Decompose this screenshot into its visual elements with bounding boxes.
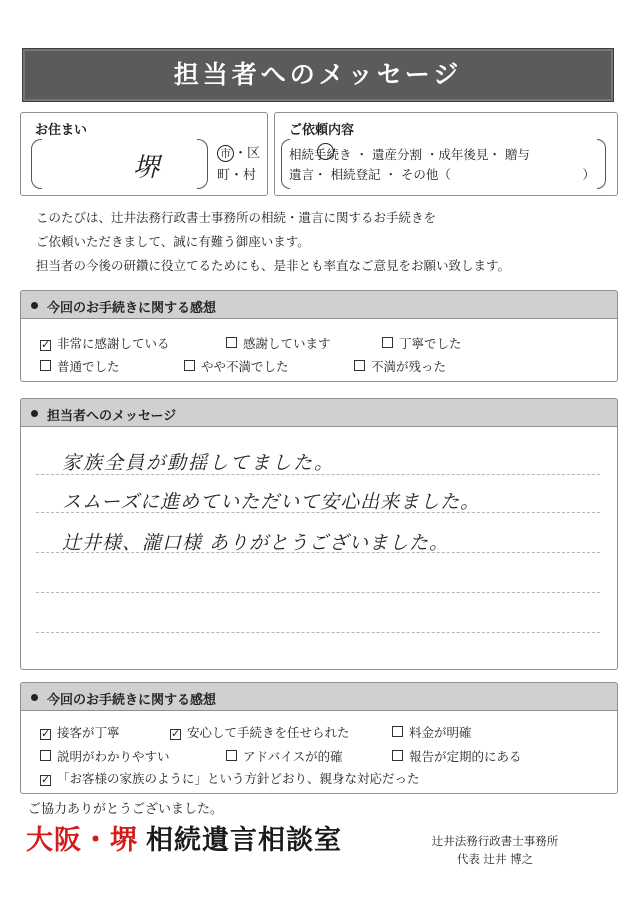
survey2-option-6[interactable]: [392, 747, 522, 765]
survey1-option-1[interactable]: [40, 334, 170, 352]
request-line-2: [289, 165, 595, 183]
office-name: 辻井法務行政書士事務所: [431, 834, 559, 848]
survey1-option-2[interactable]: [226, 334, 331, 352]
unit-city: 市: [217, 145, 234, 162]
survey2-option-2[interactable]: [170, 723, 350, 741]
checkbox-icon[interactable]: [40, 360, 51, 371]
unit-village: 村: [243, 168, 257, 183]
checkbox-icon[interactable]: [354, 360, 365, 371]
address-bracket-left: [31, 139, 42, 189]
option-label: 非常に感謝している: [57, 336, 170, 351]
request-box: [274, 112, 618, 196]
survey1-option-3[interactable]: [382, 334, 462, 352]
survey1-header: [20, 290, 618, 319]
ruled-line: [36, 592, 600, 594]
request-line-2-text: 遺言・ 相続登記 ・ その他（: [289, 167, 451, 182]
survey1-option-4[interactable]: [40, 357, 120, 375]
checkbox-icon[interactable]: [382, 337, 393, 348]
option-label: アドバイスが的確: [243, 749, 343, 764]
message-header: [20, 398, 618, 427]
option-label: 説明がわかりやすい: [57, 749, 170, 764]
footer-thanks: ご協力ありがとうございました。: [28, 802, 224, 817]
checkbox-checked-icon[interactable]: ✓: [171, 727, 181, 740]
unit-sep-1: ・: [234, 146, 248, 161]
option-label: 「お客様の家族のように」という方針どおり、親身な対応だった: [57, 771, 420, 786]
option-label: 接客が丁寧: [57, 725, 120, 740]
survey2-header: [20, 682, 618, 711]
office-block: [400, 832, 590, 868]
brand-red-text: 大阪・堺: [26, 825, 138, 856]
brand-logo: [26, 818, 342, 857]
intro-line-3: 担当者の今後の研鑽に役立てるためにも、是非とも率直なご意見をお願い致します。: [36, 258, 511, 273]
ruled-line: [36, 632, 600, 634]
checkbox-icon[interactable]: [392, 750, 403, 761]
bullet-icon: [31, 302, 38, 309]
option-label: 報告が定期的にある: [409, 749, 522, 764]
option-label: 安心して手続きを任せられた: [187, 725, 350, 740]
survey1-option-5[interactable]: [184, 357, 289, 375]
survey2-option-1[interactable]: [40, 723, 120, 741]
survey2-option-3[interactable]: [392, 723, 472, 741]
checkbox-checked-icon[interactable]: ✓: [41, 338, 51, 351]
checkbox-icon[interactable]: [184, 360, 195, 371]
message-line-2: スムーズに進めていただいて安心出来ました。: [62, 491, 481, 513]
survey2-option-5[interactable]: [226, 747, 343, 765]
survey2-option-4[interactable]: [40, 747, 170, 765]
survey1-option-6[interactable]: [354, 357, 446, 375]
unit-sep-2: ・: [230, 168, 244, 183]
intro-line-2: ご依頼いただきまして、誠に有難う御座います。: [36, 234, 310, 249]
message-heading: 担当者へのメッセージ: [47, 409, 177, 424]
brand-dark-text: 相続遺言相談室: [146, 825, 342, 856]
office-representative: 代表 辻井 博之: [456, 852, 534, 866]
request-label: ご依頼内容: [289, 123, 355, 138]
checkbox-checked-icon[interactable]: ✓: [41, 773, 51, 786]
checkbox-checked-icon[interactable]: ✓: [41, 727, 51, 740]
message-line-1: 家族全員が動揺してました。: [62, 452, 336, 474]
unit-town: 町: [217, 168, 231, 183]
request-line-1: 相続手続き ・ 遺産分割 ・成年後見・ 贈与: [289, 147, 530, 162]
message-line-3: 辻井様、瀧口様 ありがとうございました。: [62, 532, 450, 554]
option-label: 料金が明確: [409, 725, 472, 740]
title-banner: [22, 48, 614, 102]
checkbox-icon[interactable]: [226, 750, 237, 761]
intro-line-1: このたびは、辻井法務行政書士事務所の相続・遺言に関するお手続きを: [36, 210, 437, 225]
unit-ward: 区: [247, 146, 261, 161]
request-circle-mark: [317, 143, 334, 160]
checkbox-icon[interactable]: [226, 337, 237, 348]
option-label: 普通でした: [57, 359, 120, 374]
survey2-heading: 今回のお手続きに関する感想: [47, 693, 217, 708]
address-label: お住まい: [35, 123, 88, 138]
checkbox-icon[interactable]: [40, 750, 51, 761]
address-units: [217, 143, 265, 187]
option-label: 丁寧でした: [399, 336, 462, 351]
survey1-heading: 今回のお手続きに関する感想: [47, 301, 217, 316]
survey2-option-7[interactable]: [40, 769, 420, 787]
option-label: やや不満でした: [201, 359, 289, 374]
address-box: [20, 112, 268, 196]
checkbox-icon[interactable]: [392, 726, 403, 737]
bullet-icon: [31, 410, 38, 417]
address-bracket-right: [197, 139, 208, 189]
bullet-icon: [31, 694, 38, 701]
request-line-2-end: ）: [582, 167, 595, 182]
request-bracket-right: [597, 139, 606, 189]
option-label: 感謝しています: [243, 336, 331, 351]
page-title: 担当者へのメッセージ: [173, 60, 463, 89]
option-label: 不満が残った: [371, 359, 447, 374]
address-value: 堺: [133, 153, 160, 183]
